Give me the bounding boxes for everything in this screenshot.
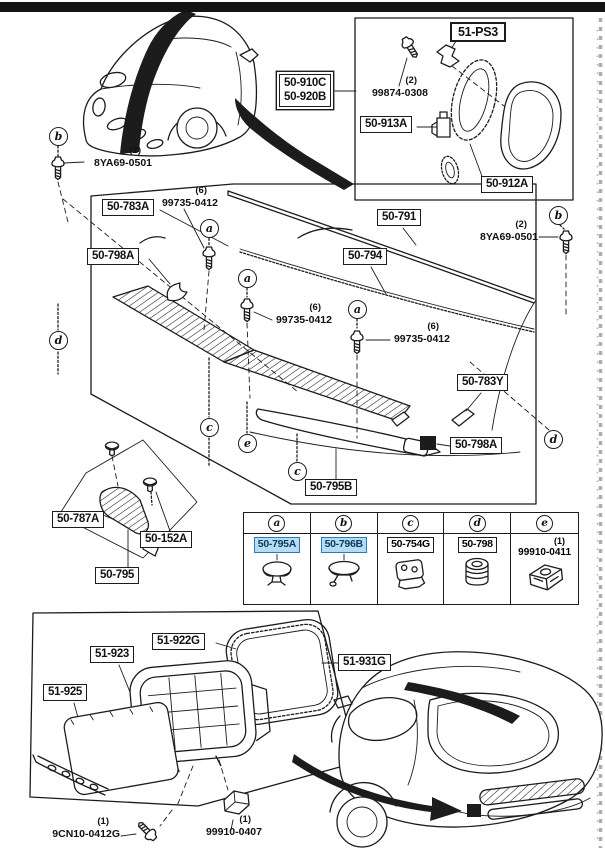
fastener-number: 99874-0308 (371, 86, 428, 99)
part-label-50-783y[interactable]: 50-783Y (457, 374, 508, 391)
part-label-line1: 50-910C (284, 77, 327, 89)
callout-letter: c (206, 421, 213, 434)
callout-b-top-right (549, 206, 568, 225)
part-label-50-798a-clip[interactable]: 50-798A (450, 437, 502, 454)
part-label-50-912a[interactable]: 50-912A (481, 176, 533, 193)
part-label-50-791[interactable]: 50-791 (377, 209, 421, 226)
callout-letter: b (554, 209, 563, 222)
legend-icon-push-pin-clip (321, 554, 367, 592)
fastener-label-99735-0412-mid2[interactable] (392, 322, 450, 345)
callout-letter: d (54, 334, 63, 347)
callout-a-1 (200, 219, 219, 238)
legend-icon-mushroom-clip (254, 554, 300, 592)
fastener-count: (6) (427, 321, 439, 332)
callout-letter: b (340, 517, 348, 529)
legend-part-99910-0411[interactable] (518, 537, 571, 558)
legend-part-50-798[interactable]: 50-798 (458, 537, 497, 553)
legend-callout-a (268, 515, 285, 532)
part-label-50-794[interactable]: 50-794 (343, 248, 387, 265)
callout-c-1 (200, 418, 219, 437)
legend-callout-d (469, 515, 486, 532)
fastener-count: (1) (554, 536, 566, 546)
legend-icon-clip-nut (522, 559, 568, 593)
part-label-51-ps3[interactable]: 51-PS3 (450, 22, 506, 42)
fastener-number: 99735-0412 (393, 332, 450, 345)
legend-icon-spring-clip (387, 554, 433, 592)
callout-a-3 (348, 300, 367, 319)
part-label-50-152a[interactable]: 50-152A (140, 531, 192, 548)
legend-callout-e (536, 515, 553, 532)
legend-part-50-796b[interactable]: 50-796B (321, 537, 367, 553)
part-label-51-922g[interactable]: 51-922G (152, 633, 205, 650)
main-cowl-panel-art (63, 184, 536, 504)
fastener-count: (1) (239, 814, 251, 825)
part-label-50-913a[interactable]: 50-913A (360, 116, 412, 133)
fastener-label-8ya69-0501-right[interactable] (476, 220, 538, 243)
fastener-legend-table (243, 512, 579, 605)
legend-callout-b (335, 515, 352, 532)
legend-callout-c (402, 515, 419, 532)
legend-icon-grommet (454, 554, 500, 592)
callout-letter: a (205, 222, 214, 235)
fastener-count: (6) (309, 302, 321, 313)
part-label-51-923[interactable]: 51-923 (90, 646, 134, 663)
fastener-count: (2) (405, 75, 417, 86)
fastener-count: (6) (195, 185, 207, 196)
top-right-assembly-art (355, 18, 573, 200)
callout-letter: c (294, 465, 301, 478)
callout-letter: a (243, 272, 252, 285)
legend-column-e (511, 513, 578, 604)
fastener-number: 99910-0411 (518, 546, 572, 558)
fastener-label-99910-0407[interactable] (194, 815, 262, 838)
callout-letter: c (407, 517, 414, 529)
callout-b-top-left (49, 127, 68, 146)
legend-part-50-754g[interactable]: 50-754G (387, 537, 434, 553)
fastener-number: 99735-0412 (161, 196, 218, 209)
part-label-50-787a[interactable]: 50-787A (52, 511, 104, 528)
legend-column-d (444, 513, 511, 604)
callout-e-1 (238, 434, 257, 453)
fastener-label-9cn10-0412g[interactable] (36, 817, 120, 840)
callout-d-right (544, 430, 563, 449)
fastener-label-8ya69-0501-left[interactable] (86, 146, 152, 169)
callout-letter: d (473, 517, 481, 529)
part-label-50-798a-cowl[interactable]: 50-798A (87, 248, 139, 265)
fastener-label-99735-0412-top[interactable] (156, 186, 218, 209)
callout-d-left (49, 331, 68, 350)
part-label-50-795[interactable]: 50-795 (95, 567, 139, 584)
part-label-50-783a[interactable]: 50-783A (102, 199, 154, 216)
fastener-number: 8YA69-0501 (480, 230, 538, 243)
callout-letter: a (353, 303, 362, 316)
callout-letter: d (549, 433, 558, 446)
legend-column-a (244, 513, 311, 604)
fastener-count: (1) (97, 816, 109, 827)
fastener-number: 99735-0412 (275, 313, 332, 326)
fastener-count: (2) (515, 219, 527, 230)
fastener-count: (2) (129, 145, 141, 156)
fastener-number: 99910-0407 (205, 825, 262, 838)
page-top-border (0, 2, 605, 12)
part-label-line2: 50-920B (284, 91, 327, 104)
rear-car-sketch (292, 652, 602, 847)
part-label-50-910c-50-920b[interactable] (279, 74, 331, 107)
fastener-number: 9CN10-0412G (52, 827, 120, 840)
callout-letter: e (244, 437, 251, 450)
part-label-50-795b[interactable]: 50-795B (305, 479, 357, 496)
part-label-51-925[interactable]: 51-925 (43, 684, 87, 701)
legend-part-50-795a[interactable]: 50-795A (254, 537, 300, 553)
callout-letter: e (541, 517, 548, 529)
legend-column-c (378, 513, 445, 604)
fastener-number: 8YA69-0501 (94, 156, 152, 169)
callout-letter: b (54, 130, 63, 143)
fastener-label-99735-0412-mid1[interactable] (274, 303, 332, 326)
fastener-label-99874-0308[interactable] (372, 76, 428, 99)
callout-a-2 (238, 269, 257, 288)
part-label-51-931g[interactable]: 51-931G (338, 654, 391, 671)
callout-letter: a (273, 517, 281, 529)
legend-column-b (311, 513, 378, 604)
